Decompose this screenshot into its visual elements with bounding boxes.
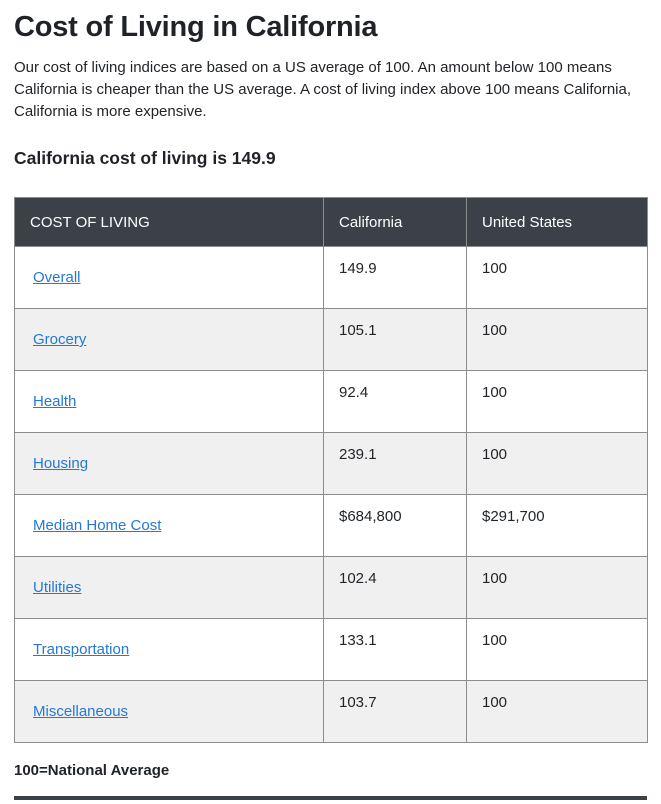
united-states-value-cell: 100 [467,681,648,743]
category-cell [15,371,324,433]
table-row [15,247,648,309]
united-states-value-cell: 100 [467,557,648,619]
category-link-overall[interactable]: Overall [33,269,81,286]
california-value-cell: $684,800 [324,495,467,557]
intro-text: Our cost of living indices are based on a US average of 100. An amount below 100 means California is cheaper than the US average. A cost of living index above 100 means California, California is more expensive. [14,59,632,120]
california-value-cell: 133.1 [324,619,467,681]
united-states-value-cell: $291,700 [467,495,648,557]
category-link-miscellaneous[interactable]: Miscellaneous [33,703,129,720]
category-cell [15,619,324,681]
table-row [15,495,648,557]
category-cell [15,433,324,495]
united-states-value-cell: 100 [467,309,648,371]
category-cell [15,309,324,371]
california-value-cell: 239.1 [324,433,467,495]
california-value-cell: 103.7 [324,681,467,743]
category-cell [15,557,324,619]
national-average-footnote: 100=National Average [14,762,170,779]
next-section-header-bar [14,796,647,800]
california-value-cell: 92.4 [324,371,467,433]
category-cell [15,681,324,743]
category-link-transportation[interactable]: Transportation [33,641,130,658]
column-header-united-states: United States [467,198,648,247]
united-states-value-cell: 100 [467,371,648,433]
cost-of-living-summary: California cost of living is 149.9 [14,148,276,168]
category-link-utilities[interactable]: Utilities [33,579,82,596]
table-row [15,433,648,495]
table-header-row [15,198,648,247]
united-states-value-cell: 100 [467,433,648,495]
category-cell [15,247,324,309]
california-value-cell: 102.4 [324,557,467,619]
page-title: Cost of Living in California [14,11,378,43]
california-value-cell: 105.1 [324,309,467,371]
california-value-cell: 149.9 [324,247,467,309]
table-row [15,619,648,681]
united-states-value-cell: 100 [467,619,648,681]
category-cell [15,495,324,557]
column-header-california: California [324,198,467,247]
cost-of-living-table [14,197,648,743]
table-row [15,371,648,433]
category-link-grocery[interactable]: Grocery [33,331,87,348]
table-row [15,681,648,743]
united-states-value-cell: 100 [467,247,648,309]
table-row [15,309,648,371]
table-row [15,557,648,619]
category-link-health[interactable]: Health [33,393,77,410]
column-header-cost-of-living: COST OF LIVING [15,198,324,247]
category-link-median-home-cost[interactable]: Median Home Cost [33,517,162,534]
category-link-housing[interactable]: Housing [33,455,89,472]
